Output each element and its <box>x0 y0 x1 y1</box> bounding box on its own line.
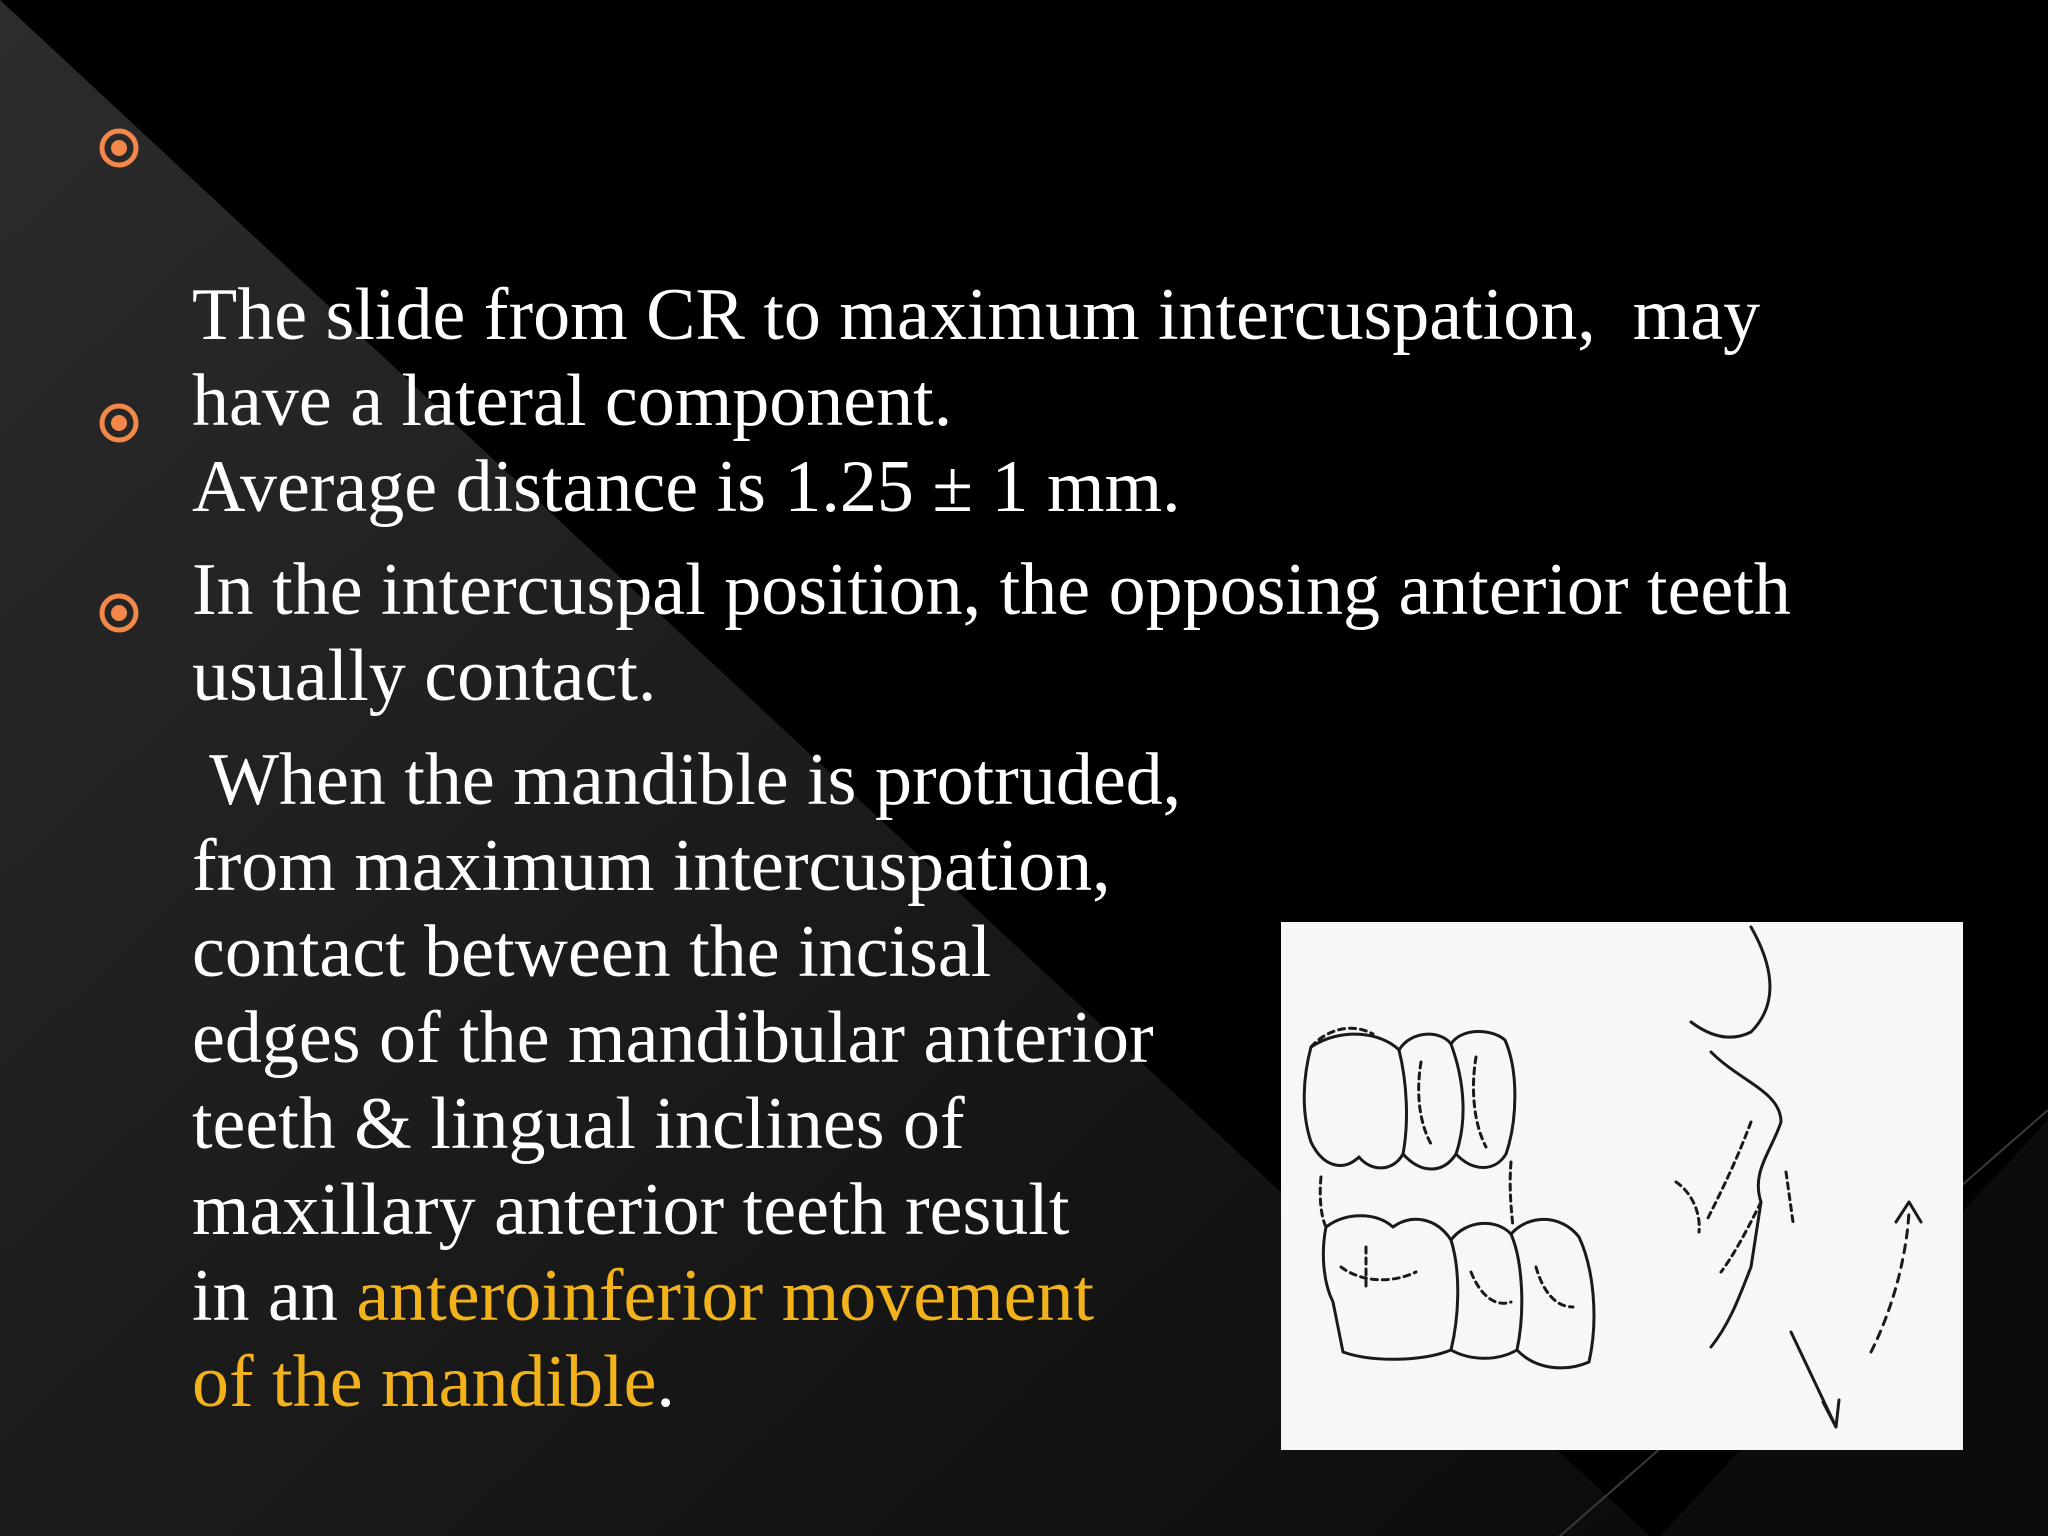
bullet-3-line-7-prefix: in an <box>192 1255 357 1337</box>
circle-bullet-icon <box>97 126 141 170</box>
bullet-3-line-2: from maximum intercuspation, <box>192 825 1111 907</box>
bullet-3-line-8-suffix: . <box>656 1341 675 1423</box>
bullet-1-line-3: Average distance is 1.25 ± 1 mm. <box>192 446 1181 528</box>
bullet-3-line-3: contact between the incisal <box>192 911 992 993</box>
circle-bullet-icon <box>97 591 141 635</box>
bullet-3-line-8 <box>192 1339 1181 1425</box>
bullet-text-3 <box>192 565 1181 1536</box>
teeth-occlusion-diagram-icon <box>1281 922 1963 1450</box>
bullet-3-line-7 <box>192 1253 1181 1339</box>
bullet-3-line-4: edges of the mandibular anterior <box>192 997 1154 1079</box>
bullet-3-line-6: maxillary anterior teeth result <box>192 1169 1070 1251</box>
bullet-3-line-1: When the mandible is protruded, <box>192 739 1182 821</box>
highlight-of-the-mandible: of the mandible <box>192 1341 657 1423</box>
highlight-anteroinferior-movement: anteroinferior movement <box>356 1255 1095 1337</box>
teeth-occlusion-diagram <box>1281 922 1963 1450</box>
bullet-2-line-2: usually contact. <box>192 635 657 717</box>
bullet-1-line-2: have a lateral component. <box>192 360 953 442</box>
bullet-1-line-1: The slide from CR to maximum intercuspation, may <box>192 274 1761 356</box>
bullet-3-line-5: teeth & lingual inclines of <box>192 1083 965 1165</box>
circle-bullet-icon <box>97 401 141 445</box>
bullet-2-line-1: In the intercuspal position, the opposing anterior teeth <box>192 549 1791 631</box>
